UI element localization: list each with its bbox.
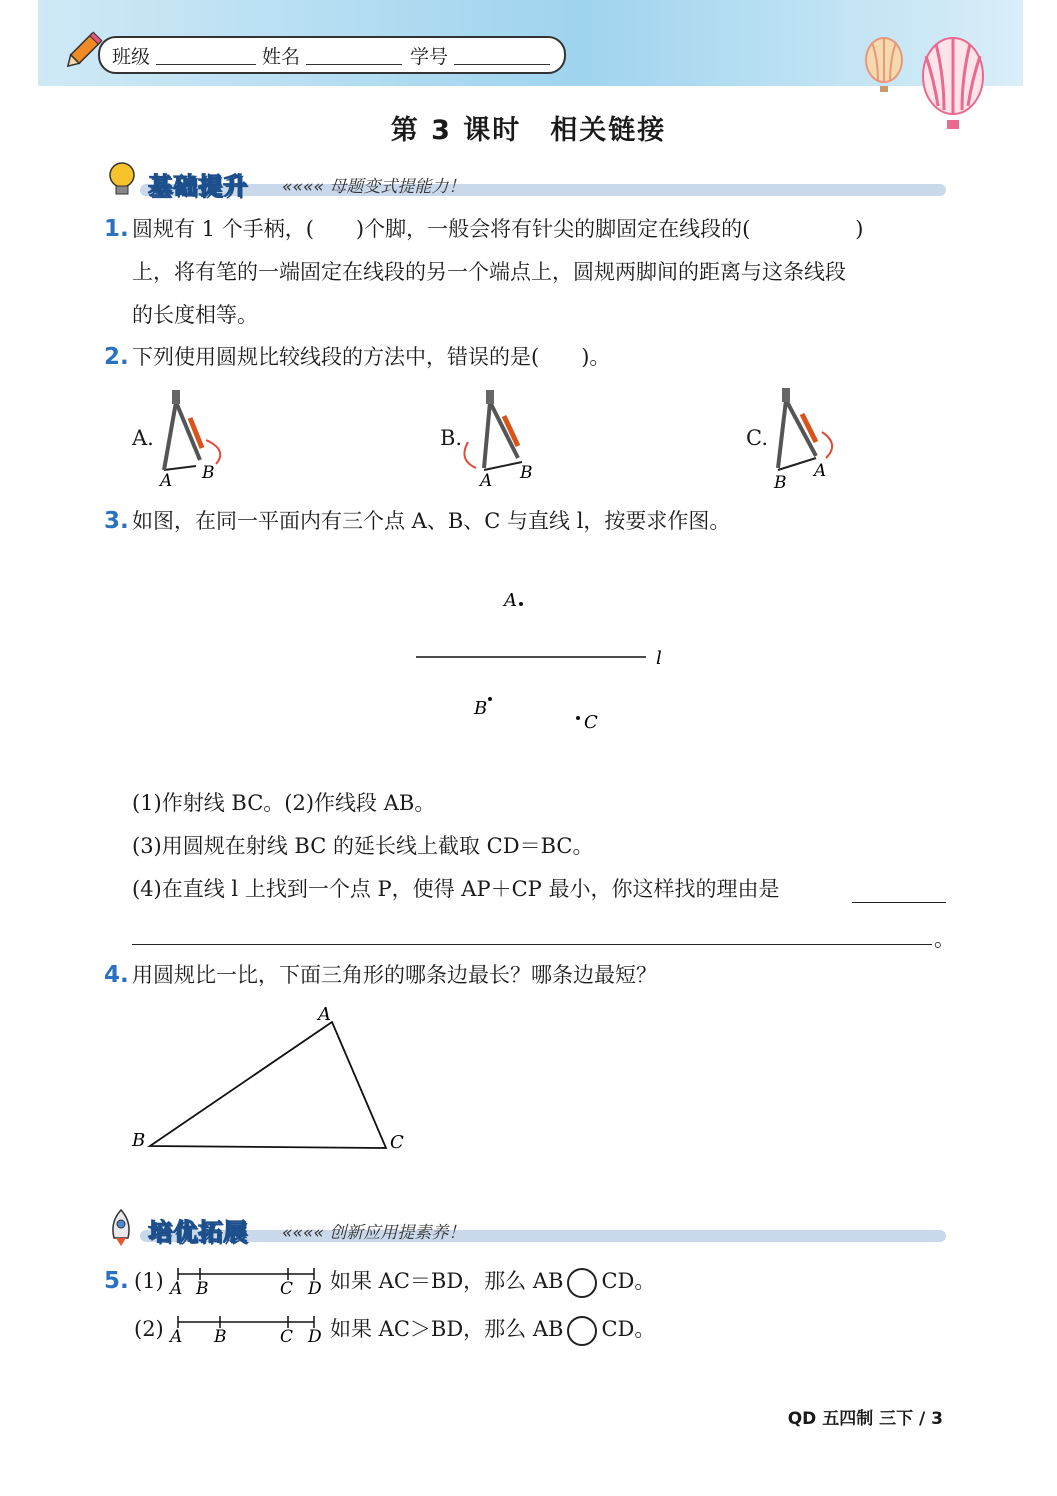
compass-diagram-b [456,388,546,492]
student-id-field[interactable] [454,64,550,65]
page-title: 第 3 课时 相关链接 [390,115,667,146]
option-a-label[interactable]: A. [132,426,154,450]
compass-diagram-a [150,388,240,492]
q5-part-1-condition: 如果 AC＝BD，那么 AB [330,1269,564,1293]
point-c [576,716,580,720]
class-label: 班级 [112,46,151,68]
point-b [488,697,492,701]
question-1-line: 的长度相等。 [132,303,258,327]
point-label: A [814,461,827,481]
section-divider [140,1230,946,1242]
point-label: C [280,1279,294,1299]
q5-part-1-tail: CD。 [601,1269,656,1293]
point-label: B [202,463,215,483]
q3-sub-3: (3)用圆规在射线 BC 的延长线上截取 CD＝BC。 [132,834,594,858]
q5-part-2-tail: CD。 [601,1317,656,1341]
name-field[interactable] [306,64,402,65]
q3-figure [400,580,680,740]
point-label: C [280,1327,294,1347]
option-c-label[interactable]: C. [746,426,768,450]
point-label: B [214,1327,227,1347]
segment-diagram-2 [168,1310,328,1348]
q5-part-2-condition: 如果 AC＞BD，那么 AB [330,1317,564,1341]
point-a [519,602,523,606]
question-number-4: 4. [104,962,129,988]
point-label: B [774,473,787,493]
question-1-text [132,208,952,337]
section-divider [140,184,946,196]
question-1-line: 圆规有 1 个手柄，( )个脚，一般会将有针尖的脚固定在线段的( ) [132,217,864,241]
point-label: A [170,1327,183,1347]
answer-circle[interactable] [567,1268,597,1298]
answer-blank[interactable] [132,944,932,945]
point-label: D [308,1327,322,1347]
vertex-c-label: C [390,1132,404,1153]
answer-blank[interactable] [852,902,946,903]
section-subtitle-advanced: «««« 创新应用提素养！ [282,1223,466,1243]
point-b-label: B [474,698,488,719]
student-id-label: 学号 [410,46,449,68]
page-footer: QD 五四制 三下 / 3 [787,1409,943,1429]
question-number-5: 5. [104,1268,129,1294]
q3-sub-1-2: (1)作射线 BC。(2)作线段 AB。 [132,791,436,815]
student-info-box [98,36,566,74]
point-label: B [196,1279,209,1299]
q5-part-2-text [330,1308,655,1351]
segment-diagram-1 [168,1262,328,1300]
q3-sub-4: (4)在直线 l 上找到一个点 P，使得 AP＋CP 最小，你这样找的理由是 [132,877,780,901]
vertex-a-label: A [318,1004,331,1025]
q5-part-1-prefix: (1) [134,1269,164,1293]
compass-diagram-c [764,386,854,494]
lightbulb-icon [106,160,138,198]
point-label: B [520,463,533,483]
question-number-2: 2. [104,344,129,370]
section-title-basic: 基础提升 [148,172,248,200]
section-subtitle-basic: «««« 母题变式提能力！ [282,177,466,197]
point-label: A [160,471,173,491]
point-label: A [170,1279,183,1299]
triangle-abc [126,1000,416,1160]
class-field[interactable] [156,64,256,65]
question-2-text: 下列使用圆规比较线段的方法中，错误的是( )。 [132,345,611,369]
point-c-label: C [584,712,598,733]
option-b-label[interactable]: B. [440,426,463,450]
triangle-shape [150,1022,386,1148]
question-4-text: 用圆规比一比，下面三角形的哪条边最长？哪条边最短？ [132,963,657,987]
q5-part-2-prefix: (2) [134,1317,164,1341]
q5-part-1-text [330,1260,655,1303]
point-label: D [308,1279,322,1299]
question-number-3: 3. [104,508,129,534]
q3-end-mark: 。 [934,927,955,951]
question-number-1: 1. [104,216,129,242]
question-3-text: 如图，在同一平面内有三个点 A、B、C 与直线 l，按要求作图。 [132,509,731,533]
answer-circle[interactable] [567,1316,597,1346]
vertex-b-label: B [132,1130,146,1151]
point-label: A [480,471,493,491]
question-1-line: 上，将有笔的一端固定在线段的另一个端点上，圆规两脚间的距离与这条线段 [132,260,846,284]
section-title-advanced: 培优拓展 [148,1218,248,1246]
line-l-label: l [656,648,662,669]
point-a-label: A [504,590,517,611]
rocket-icon [106,1208,136,1248]
name-label: 姓名 [262,46,301,68]
